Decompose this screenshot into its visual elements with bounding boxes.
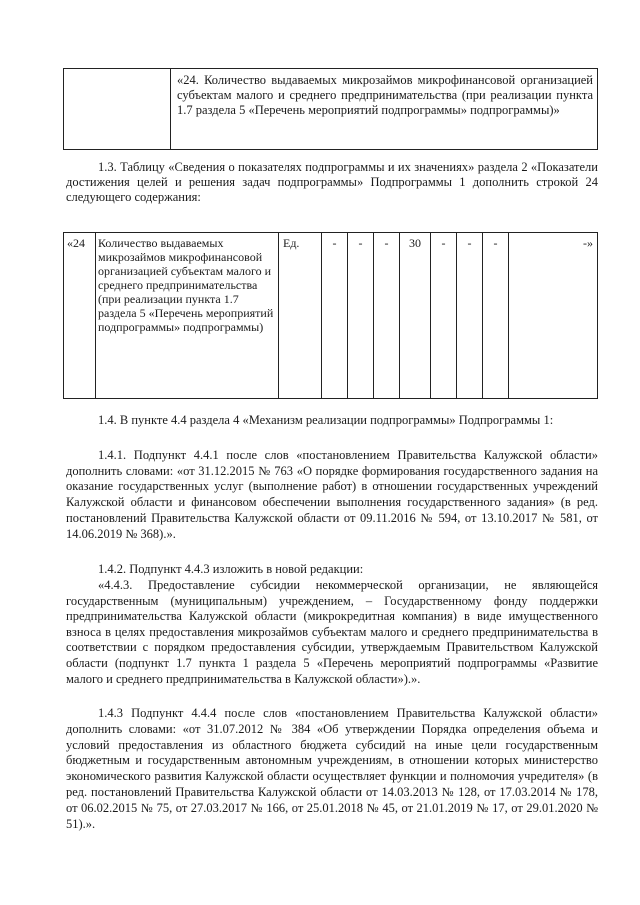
- paragraph-4-4-3: «4.4.3. Предоставление субсидии некоммерческой организации, не являющейся государственным (муниципальным) учреждением, – Государственному фонду поддержки предпринимательства Калужской области (микрокредитная компания) в виде имущественного взноса в целях предоставления микрозаймов субъектам малого и среднего предпринимательства в соответствии с порядком предоставления субсидии, утверждаемым Правительством Калужской области (подпункт 1.7 пункта 1 раздела 5 «Перечень мероприятий подпрограммы «Развитие малого и среднего предпринимательства в Калужской области»).».: [66, 578, 598, 686]
- table-row: [64, 69, 598, 150]
- value-cell: 30: [400, 233, 431, 399]
- value-cell: -: [322, 233, 348, 399]
- paragraph-1-3: 1.3. Таблицу «Сведения о показателях подпрограммы и их значениях» раздела 2 «Показатели достижения целей и решения задач подпрограммы» Подпрограммы 1 дополнить строкой 24 следующего содержания:: [66, 160, 598, 204]
- table-cell-text: «24. Количество выдаваемых микрозаймов микрофинансовой организацией субъектам малого и среднего предпринимательства (при реализации пункта 1.7 раздела 5 «Перечень мероприятий подпрограммы» подпрограммы)»: [171, 69, 598, 150]
- table-row-24-top: [63, 68, 598, 150]
- paragraph-1-4-1: 1.4.1. Подпункт 4.4.1 после слов «постановлением Правительства Калужской области» дополнить словами: «от 31.12.2015 № 763 «О порядке формирования государственного задания на оказание государственных услуг (выполнение работ) в отношении государственных учреждений Калужской области и финансовом обеспечении выполнения государственного задания» (в ред. постановлений Правительства Калужской области от 09.11.2016 № 594, от 13.10.2017 № 581, от 14.06.2019 № 368).».: [66, 448, 598, 541]
- value-cell: -: [483, 233, 509, 399]
- row-number-cell: «24: [64, 233, 96, 399]
- indicator-table: [63, 232, 598, 399]
- unit-cell: Ед.: [279, 233, 322, 399]
- value-cell: -: [431, 233, 457, 399]
- value-cell: -: [348, 233, 374, 399]
- value-cell: -: [374, 233, 400, 399]
- table-cell-empty: [64, 69, 171, 150]
- value-cell-last: -»: [509, 233, 598, 399]
- paragraph-1-4-2: 1.4.2. Подпункт 4.4.3 изложить в новой редакции:: [98, 562, 364, 576]
- indicator-name-cell: Количество выдаваемых микрозаймов микрофинансовой организацией субъектам малого и среднего предпринимательства (при реализации пункта 1.7 раздела 5 «Перечень мероприятий подпрограммы» подпрограммы): [96, 233, 279, 399]
- paragraph-1-4: 1.4. В пункте 4.4 раздела 4 «Механизм реализации подпрограммы» Подпрограммы 1:: [98, 413, 554, 427]
- paragraph-1-4-3: 1.4.3 Подпункт 4.4.4 после слов «постановлением Правительства Калужской области» дополнить словами: «от 31.07.2012 № 384 «Об утверждении Порядка определения объема и условий предоставления из областного бюджета субсидий на иные цели государственным бюджетным и государственным автономным учреждениям, в отношении которых министерство экономического развития Калужской области осуществляет функции и полномочия учредителя» (в ред. постановлений Правительства Калужской области от 14.03.2013 № 128, от 17.03.2014 № 178, от 06.02.2015 № 75, от 27.03.2017 № 166, от 25.01.2018 № 45, от 21.01.2019 № 17, от 29.01.2020 № 51).».: [66, 706, 598, 831]
- value-cell: -: [457, 233, 483, 399]
- table-row: [64, 233, 598, 399]
